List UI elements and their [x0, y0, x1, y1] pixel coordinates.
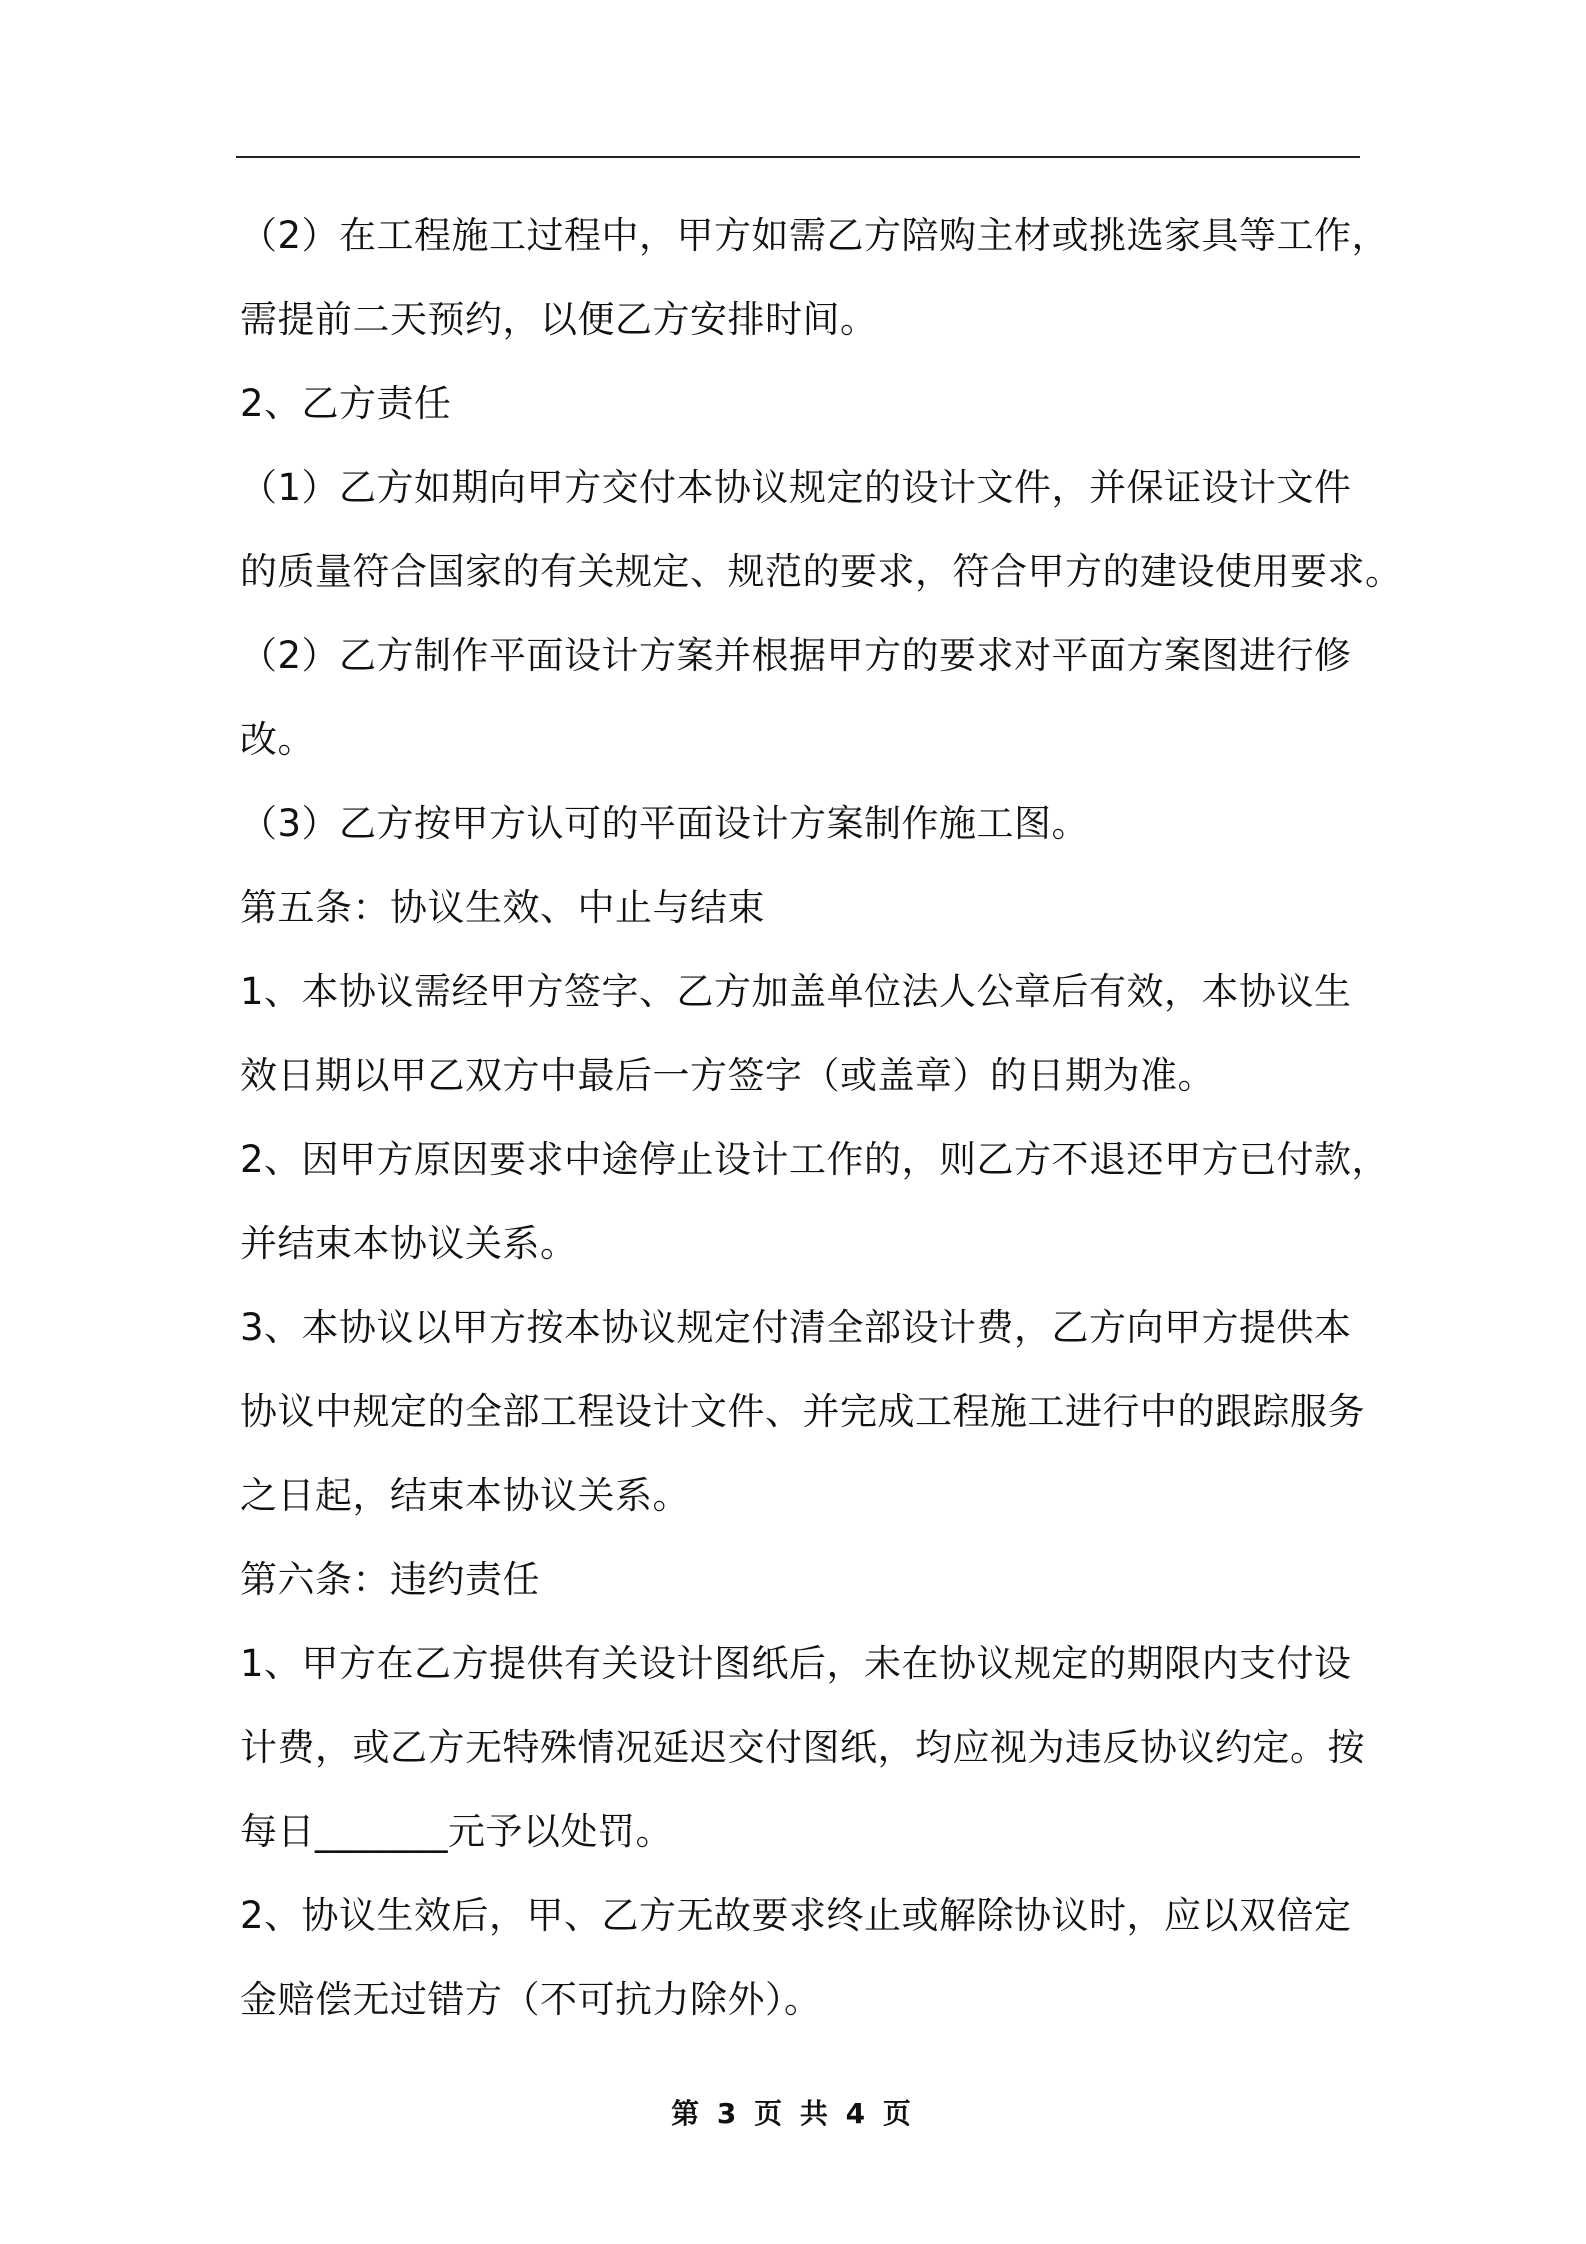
text-line: 2、因甲方原因要求中途停止设计工作的，则乙方不退还甲方已付款，	[240, 1138, 1390, 1181]
text-line: 改。	[240, 718, 315, 761]
text-line: 每日_______元予以处罚。	[240, 1810, 673, 1853]
text-line: （2）在工程施工过程中，甲方如需乙方陪购主材或挑选家具等工作，	[240, 214, 1390, 257]
text-line: 2、协议生效后，甲、乙方无故要求终止或解除协议时，应以双倍定	[240, 1894, 1352, 1937]
header-rule	[236, 156, 1360, 158]
text-line: （2）乙方制作平面设计方案并根据甲方的要求对平面方案图进行修	[240, 634, 1352, 677]
text-line: 1、本协议需经甲方签字、乙方加盖单位法人公章后有效，本协议生	[240, 970, 1352, 1013]
text-line: 金赔偿无过错方（不可抗力除外）。	[240, 1978, 822, 2021]
page-number-footer: 第 3 页 共 4 页	[671, 2097, 915, 2130]
article-heading: 第五条：协议生效、中止与结束	[240, 886, 765, 929]
text-line: （3）乙方按甲方认可的平面设计方案制作施工图。	[240, 802, 1090, 845]
body-text	[240, 194, 1403, 2042]
text-line: （1）乙方如期向甲方交付本协议规定的设计文件，并保证设计文件	[240, 466, 1352, 509]
section-heading: 2、乙方责任	[240, 382, 452, 425]
text-line: 效日期以甲乙双方中最后一方签字（或盖章）的日期为准。	[240, 1054, 1215, 1097]
text-line: 并结束本协议关系。	[240, 1222, 578, 1265]
text-line: 需提前二天预约，以便乙方安排时间。	[240, 298, 878, 341]
text-line: 的质量符合国家的有关规定、规范的要求，符合甲方的建设使用要求。	[240, 550, 1403, 593]
text-line: 1、甲方在乙方提供有关设计图纸后，未在协议规定的期限内支付设	[240, 1642, 1352, 1685]
text-line: 3、本协议以甲方按本协议规定付清全部设计费，乙方向甲方提供本	[240, 1306, 1352, 1349]
text-line: 协议中规定的全部工程设计文件、并完成工程施工进行中的跟踪服务	[240, 1390, 1365, 1433]
text-line: 计费，或乙方无特殊情况延迟交付图纸，均应视为违反协议约定。按	[240, 1726, 1365, 1769]
article-heading: 第六条：违约责任	[240, 1558, 540, 1601]
text-line: 之日起，结束本协议关系。	[240, 1474, 690, 1517]
